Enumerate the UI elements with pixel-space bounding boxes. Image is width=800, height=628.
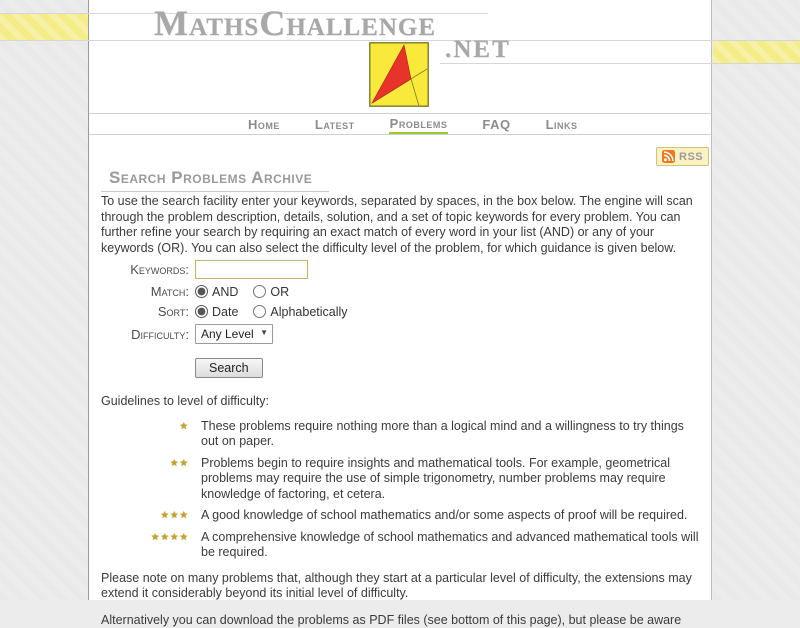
yellow-band-right [713, 41, 800, 63]
guideline-item [101, 456, 707, 503]
keywords-label: Keywords: [101, 262, 189, 277]
guideline-item [101, 419, 707, 450]
match-option-and[interactable] [195, 285, 238, 299]
sort-label: Sort: [101, 304, 189, 319]
match-options [195, 285, 304, 299]
guideline-text: A good knowledge of school mathematics and/or some aspects of proof will be required. [201, 508, 703, 524]
difficulty-label: Difficulty: [101, 327, 189, 342]
match-row [101, 284, 601, 299]
nav-item-links[interactable]: Links [545, 115, 579, 133]
difficulty-stars-3: ★★★ [101, 508, 201, 524]
content-area [88, 0, 712, 600]
yellow-band-left [0, 14, 88, 40]
right-margin-texture [713, 0, 800, 600]
guideline-text: Problems begin to require insights and mathematical tools. For example, geometrical problems may require the use of simple trigonometry, number problems may require knowledge of factoring, et cetera. [201, 456, 703, 503]
rss-label: RSS [679, 151, 703, 163]
guidelines-list [101, 419, 707, 561]
guidelines-heading: Guidelines to level of difficulty: [101, 394, 707, 410]
sort-radio-date[interactable] [195, 305, 208, 318]
sort-option-label: Alphabetically [270, 305, 347, 319]
sort-options [195, 305, 363, 319]
main-navigation [89, 113, 711, 135]
site-title[interactable]: MathsChallenge [154, 2, 436, 44]
rss-button[interactable] [656, 147, 709, 166]
sort-option-alphabetically[interactable] [253, 305, 347, 319]
sort-radio-alphabetically[interactable] [253, 305, 266, 318]
difficulty-stars-4: ★★★★ [101, 530, 201, 561]
rss-icon [662, 150, 675, 163]
match-radio-and[interactable] [195, 285, 208, 298]
site-title-tld[interactable]: .NET [445, 36, 511, 64]
search-button[interactable]: Search [195, 358, 263, 378]
search-form [101, 260, 601, 378]
match-option-or[interactable] [253, 285, 289, 299]
match-option-label: OR [270, 285, 289, 299]
difficulty-stars-1: ★ [101, 419, 201, 450]
guideline-item [101, 530, 707, 561]
intro-text: To use the search facility enter your keywords, separated by spaces, in the box below. The engine will scan through the problem description, details, solution, and a set of topic keywords for every problem. You can further refine your search by requiring an exact match of every word in your list (AND) or any of your keywords (OR). You can also select the difficulty level of the problem, for which guidance is given below. [101, 194, 707, 256]
nav-item-home[interactable]: Home [247, 115, 281, 133]
guideline-text: These problems require nothing more than a logical mind and a willingness to try things out on paper. [201, 419, 703, 450]
page-title: Search Problems Archive [101, 168, 329, 192]
guidelines-footer: Alternatively you can download the problems as PDF files (see bottom of this page), but please be aware [101, 613, 707, 628]
keywords-input[interactable] [195, 260, 308, 279]
sort-option-date[interactable] [195, 305, 238, 319]
nav-item-latest[interactable]: Latest [314, 115, 356, 133]
match-option-label: AND [212, 285, 238, 299]
site-logo-triangle-icon [369, 42, 429, 107]
guideline-item [101, 508, 707, 524]
difficulty-select-wrap [195, 324, 273, 344]
nav-item-problems[interactable]: Problems [389, 114, 449, 134]
difficulty-stars-2: ★★ [101, 456, 201, 503]
guideline-text: A comprehensive knowledge of school mathematics and advanced mathematical tools will be required. [201, 530, 703, 561]
match-label: Match: [101, 284, 189, 299]
difficulty-row [101, 324, 601, 344]
guidelines-section [101, 394, 707, 628]
difficulty-select[interactable] [195, 324, 273, 344]
guidelines-note: Please note on many problems that, although they start at a particular level of difficulty, the extensions may extend it considerably beyond its initial level of difficulty. [101, 571, 707, 602]
keywords-row [101, 260, 601, 279]
nav-item-faq[interactable]: FAQ [481, 115, 511, 133]
sort-option-label: Date [212, 305, 238, 319]
sort-row [101, 304, 601, 319]
match-radio-or[interactable] [253, 285, 266, 298]
left-margin-texture [0, 0, 88, 600]
